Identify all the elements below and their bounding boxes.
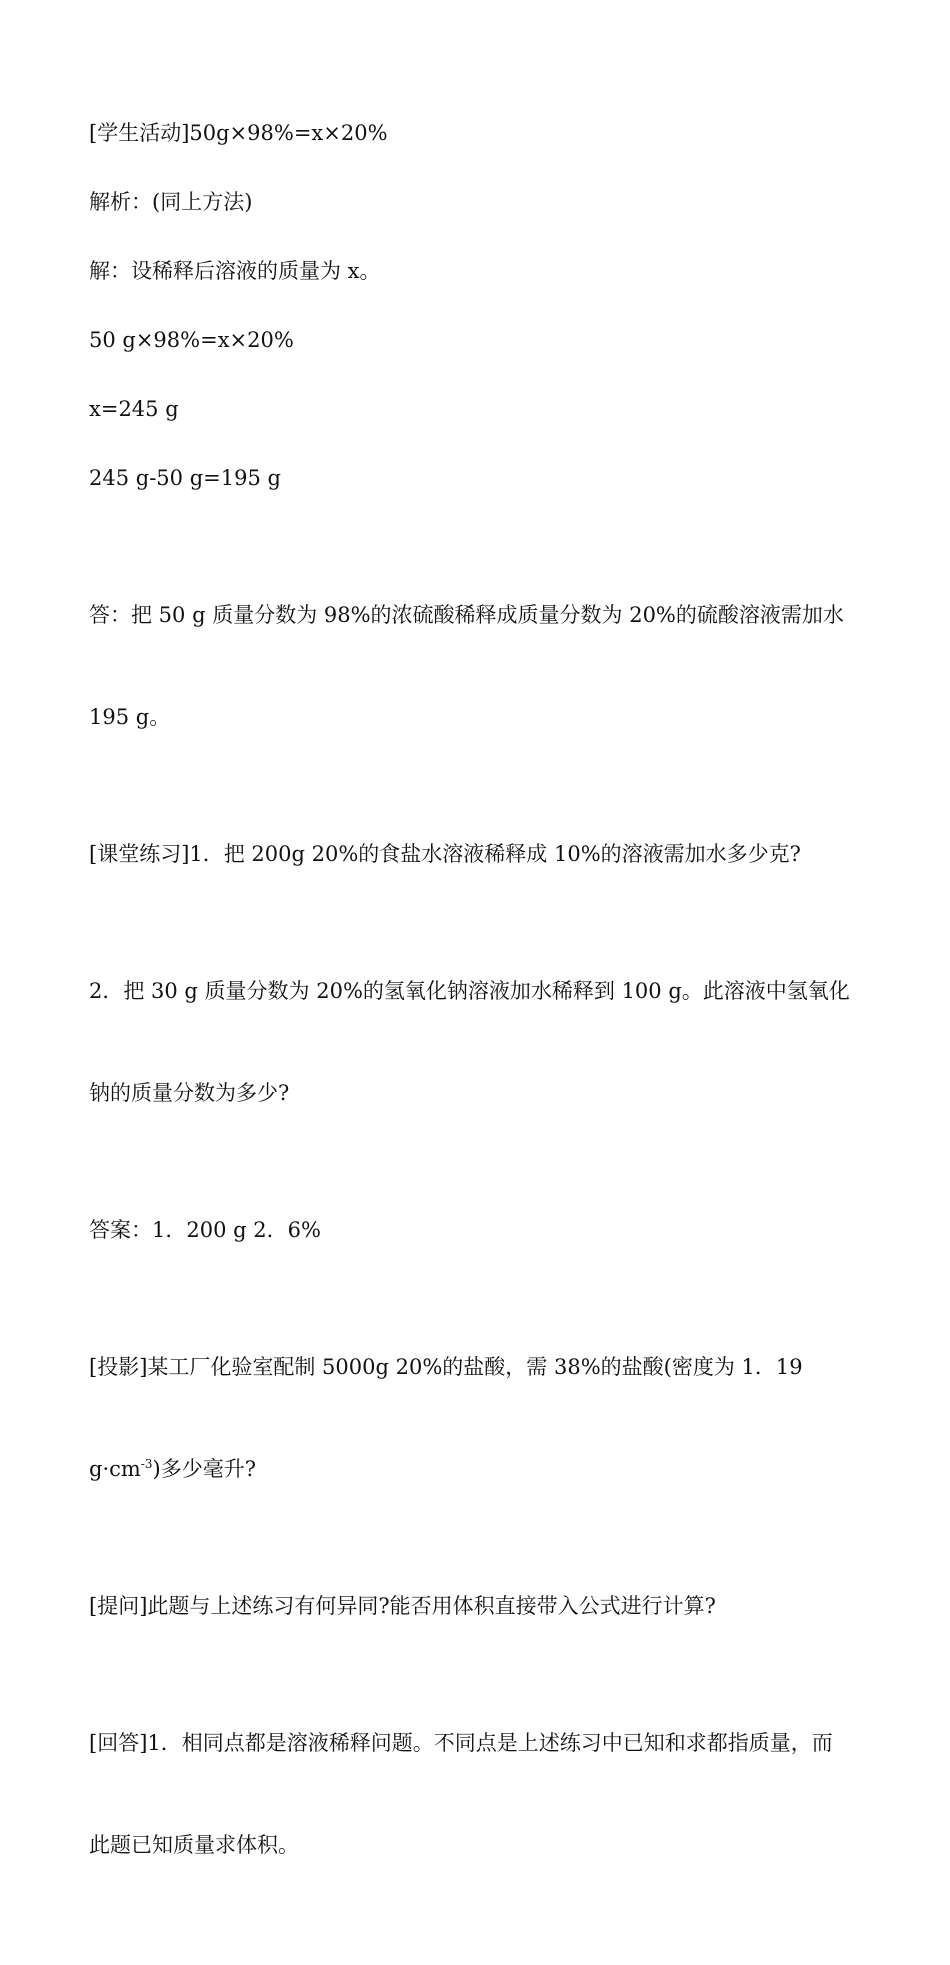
- answer-paragraph: [89, 530, 869, 802]
- density-exponent: -3: [140, 1457, 153, 1471]
- question-line: [提问]此题与上述练习有何异同?能否用体积直接带入公式进行计算?: [89, 1594, 716, 1618]
- practice-2-paragraph: [89, 906, 869, 1178]
- analysis-line: 解析：(同上方法): [89, 190, 253, 214]
- reply-line-2: 此题已知质量求体积。: [89, 1833, 299, 1857]
- answer-line-1: 答：把 50 g 质量分数为 98%的浓硫酸稀释成质量分数为 20%的硫酸溶液需加水: [89, 603, 844, 627]
- practice-2-line-2: 钠的质量分数为多少?: [89, 1081, 290, 1105]
- answer-line-2: 195 g。: [89, 705, 171, 729]
- projection-question: )多少毫升?: [152, 1457, 256, 1481]
- equation-line-2: x=245 g: [89, 397, 179, 421]
- practice-2-line-1: 2．把 30 g 质量分数为 20%的氢氧化钠溶液加水稀释到 100 g。此溶液中氢氧化: [89, 979, 850, 1003]
- reply-paragraph: [89, 1658, 869, 1930]
- practice-answers-line: 答案：1．200 g 2．6%: [89, 1218, 321, 1242]
- practice-line: [课堂练习]1．把 200g 20%的食盐水溶液稀释成 10%的溶液需加水多少克?: [89, 842, 801, 866]
- reply-line-1: [回答]1．相同点都是溶液稀释问题。不同点是上述练习中已知和求都指质量，而: [89, 1731, 833, 1755]
- document-body: [89, 116, 869, 1965]
- student-activity-line: [学生活动]50g×98%=x×20%: [89, 121, 388, 145]
- equation-line-1: 50 g×98%=x×20%: [89, 328, 294, 352]
- projection-paragraph: [89, 1282, 869, 1554]
- density-unit: g·cm: [89, 1457, 141, 1481]
- projection-line-1: [投影]某工厂化验室配制 5000g 20%的盐酸，需 38%的盐酸(密度为 1．19: [89, 1355, 803, 1379]
- equation-line-3: 245 g-50 g=195 g: [89, 466, 281, 490]
- projection-line-2: [89, 1452, 869, 1486]
- solution-intro-line: 解：设稀释后溶液的质量为 x。: [89, 259, 381, 283]
